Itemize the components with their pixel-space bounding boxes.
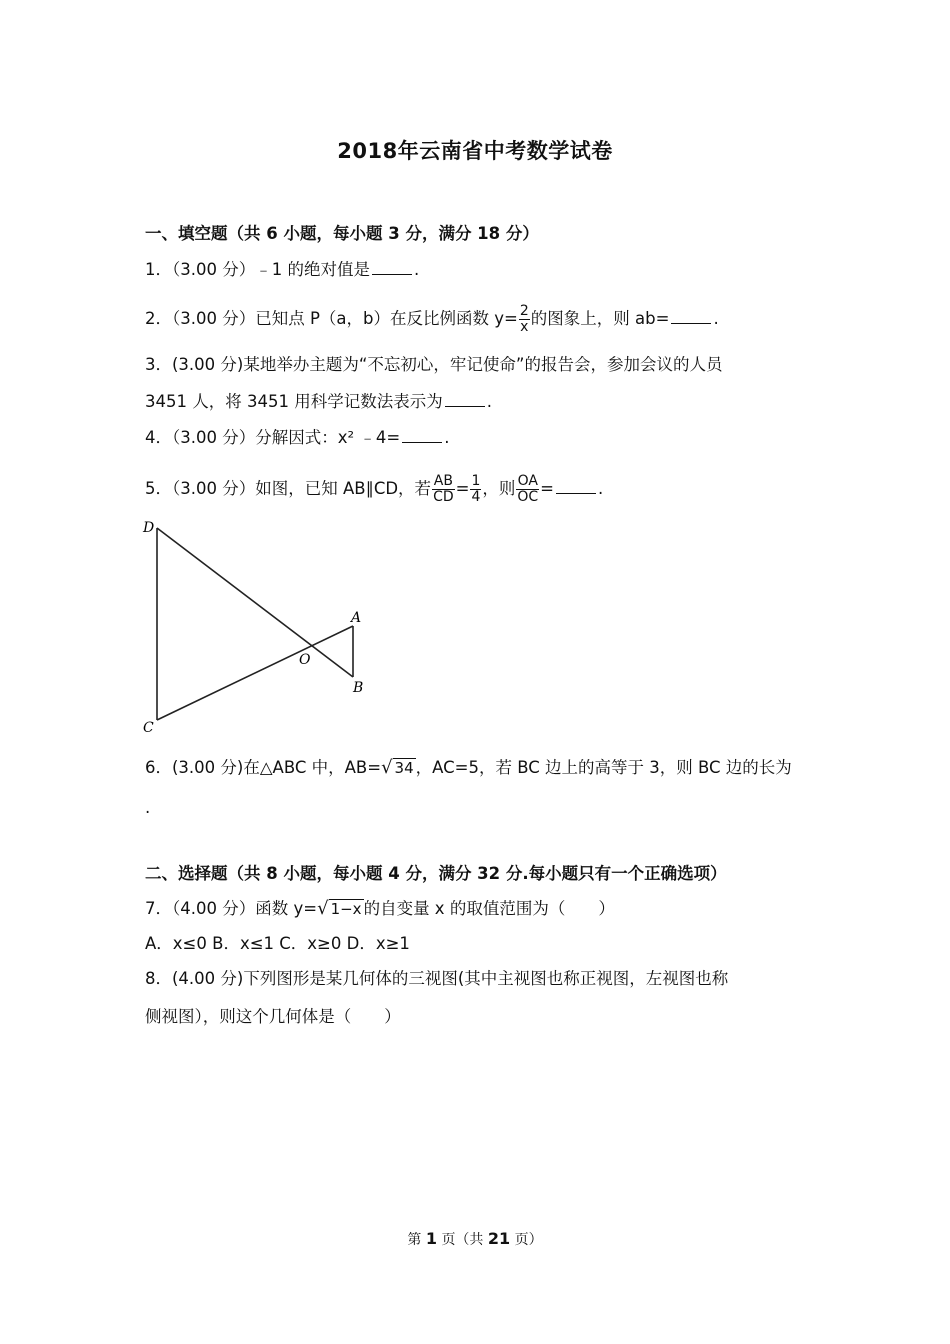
fraction-denominator: CD <box>433 489 454 505</box>
fraction-numerator: 2 <box>519 303 529 319</box>
footer-suffix: 页） <box>514 1232 543 1248</box>
page-footer <box>0 1229 950 1249</box>
footer-middle: 页（共 <box>441 1232 484 1248</box>
label-o: O <box>299 652 311 668</box>
sqrt-34 <box>381 756 416 780</box>
question-2-end: . <box>713 309 719 328</box>
radical-sign: √ <box>317 898 329 919</box>
geometry-figure <box>135 512 375 737</box>
question-8-line-1: 8．(4.00 分)下列图形是某几何体的三视图(其中主视图也称正视图，左视图也称 <box>145 969 729 988</box>
footer-prefix: 第 <box>407 1232 422 1248</box>
question-7-options: A．x≤0 B．x≤1 C．x≥0 D．x≥1 <box>145 934 410 953</box>
question-8-line-2: 侧视图），则这个几何体是（ ） <box>145 1007 401 1026</box>
radical-sign: √ <box>381 757 393 778</box>
question-4 <box>145 426 449 450</box>
question-2-pre: 2．（3.00 分）已知点 P（a，b）在反比例函数 y= <box>145 309 518 328</box>
total-page-count: 21 <box>487 1229 511 1248</box>
question-3-text: 3451 人，将 3451 用科学记数法表示为 <box>145 392 443 411</box>
question-5 <box>145 474 603 505</box>
question-7 <box>145 897 615 921</box>
question-3-line-2 <box>145 390 492 414</box>
answer-blank <box>556 477 596 494</box>
question-2-post: 的图象上，则 ab= <box>530 309 670 328</box>
fraction-oa-over-oc <box>516 474 539 505</box>
question-2 <box>145 304 719 335</box>
equals-sign: = <box>455 479 470 498</box>
fraction-denominator: 4 <box>471 489 481 505</box>
answer-blank <box>402 426 442 443</box>
label-d: D <box>143 520 155 536</box>
segment-db <box>157 528 353 677</box>
fraction-ab-over-cd <box>432 474 455 505</box>
question-1-end: . <box>413 260 420 279</box>
answer-blank <box>671 307 711 324</box>
section-fill-in-heading: 一、填空题（共 6 小题，每小题 3 分，满分 18 分） <box>145 224 539 243</box>
fraction-numerator: 1 <box>471 473 481 489</box>
question-6-pre: 6．(3.00 分)在△ABC 中，AB= <box>145 758 382 777</box>
question-5-pre: 5．（3.00 分）如图，已知 AB∥CD，若 <box>145 479 432 498</box>
answer-blank <box>445 390 485 407</box>
question-3-end: . <box>486 392 492 411</box>
segment-ca <box>157 626 353 720</box>
radicand: 1−x <box>330 900 362 918</box>
question-7-post: 的自变量 x 的取值范围为（ ） <box>363 899 615 918</box>
fraction-denominator: x <box>520 319 529 335</box>
document-title: 2018年云南省中考数学试卷 <box>337 139 613 163</box>
question-5-end: . <box>598 479 604 498</box>
fraction-numerator: AB <box>433 473 453 489</box>
question-6-post: ，AC=5，若 BC 边上的高等于 3，则 BC 边的长为 <box>415 758 792 777</box>
label-c: C <box>143 720 154 736</box>
question-4-text: 4．（3.00 分）分解因式：x² ﹣4= <box>145 428 401 447</box>
fraction-one-quarter <box>470 474 481 505</box>
question-6-line-2: . <box>145 798 151 817</box>
answer-blank <box>372 258 412 275</box>
section-choice-heading: 二、选择题（共 8 小题，每小题 4 分，满分 32 分.每小题只有一个正确选项） <box>145 864 727 883</box>
label-a: A <box>351 610 362 626</box>
question-1-text: 1．（3.00 分）﹣1 的绝对值是 <box>145 260 370 279</box>
question-7-pre: 7．（4.00 分）函数 y= <box>145 899 318 918</box>
question-5-post: = <box>540 479 554 498</box>
sqrt-1-minus-x <box>317 897 363 921</box>
question-1 <box>145 258 419 282</box>
fraction-denominator: OC <box>517 489 539 505</box>
question-5-mid: ，则 <box>482 479 516 498</box>
label-b: B <box>353 680 364 696</box>
current-page-number: 1 <box>425 1229 437 1248</box>
fraction-2-over-x <box>519 304 530 335</box>
question-3-line-1: 3．(3.00 分)某地举办主题为“不忘初心，牢记使命”的报告会，参加会议的人员 <box>145 355 723 374</box>
question-4-end: . <box>444 428 450 447</box>
question-6 <box>145 756 792 780</box>
fraction-numerator: OA <box>517 473 538 489</box>
radicand: 34 <box>394 759 414 777</box>
